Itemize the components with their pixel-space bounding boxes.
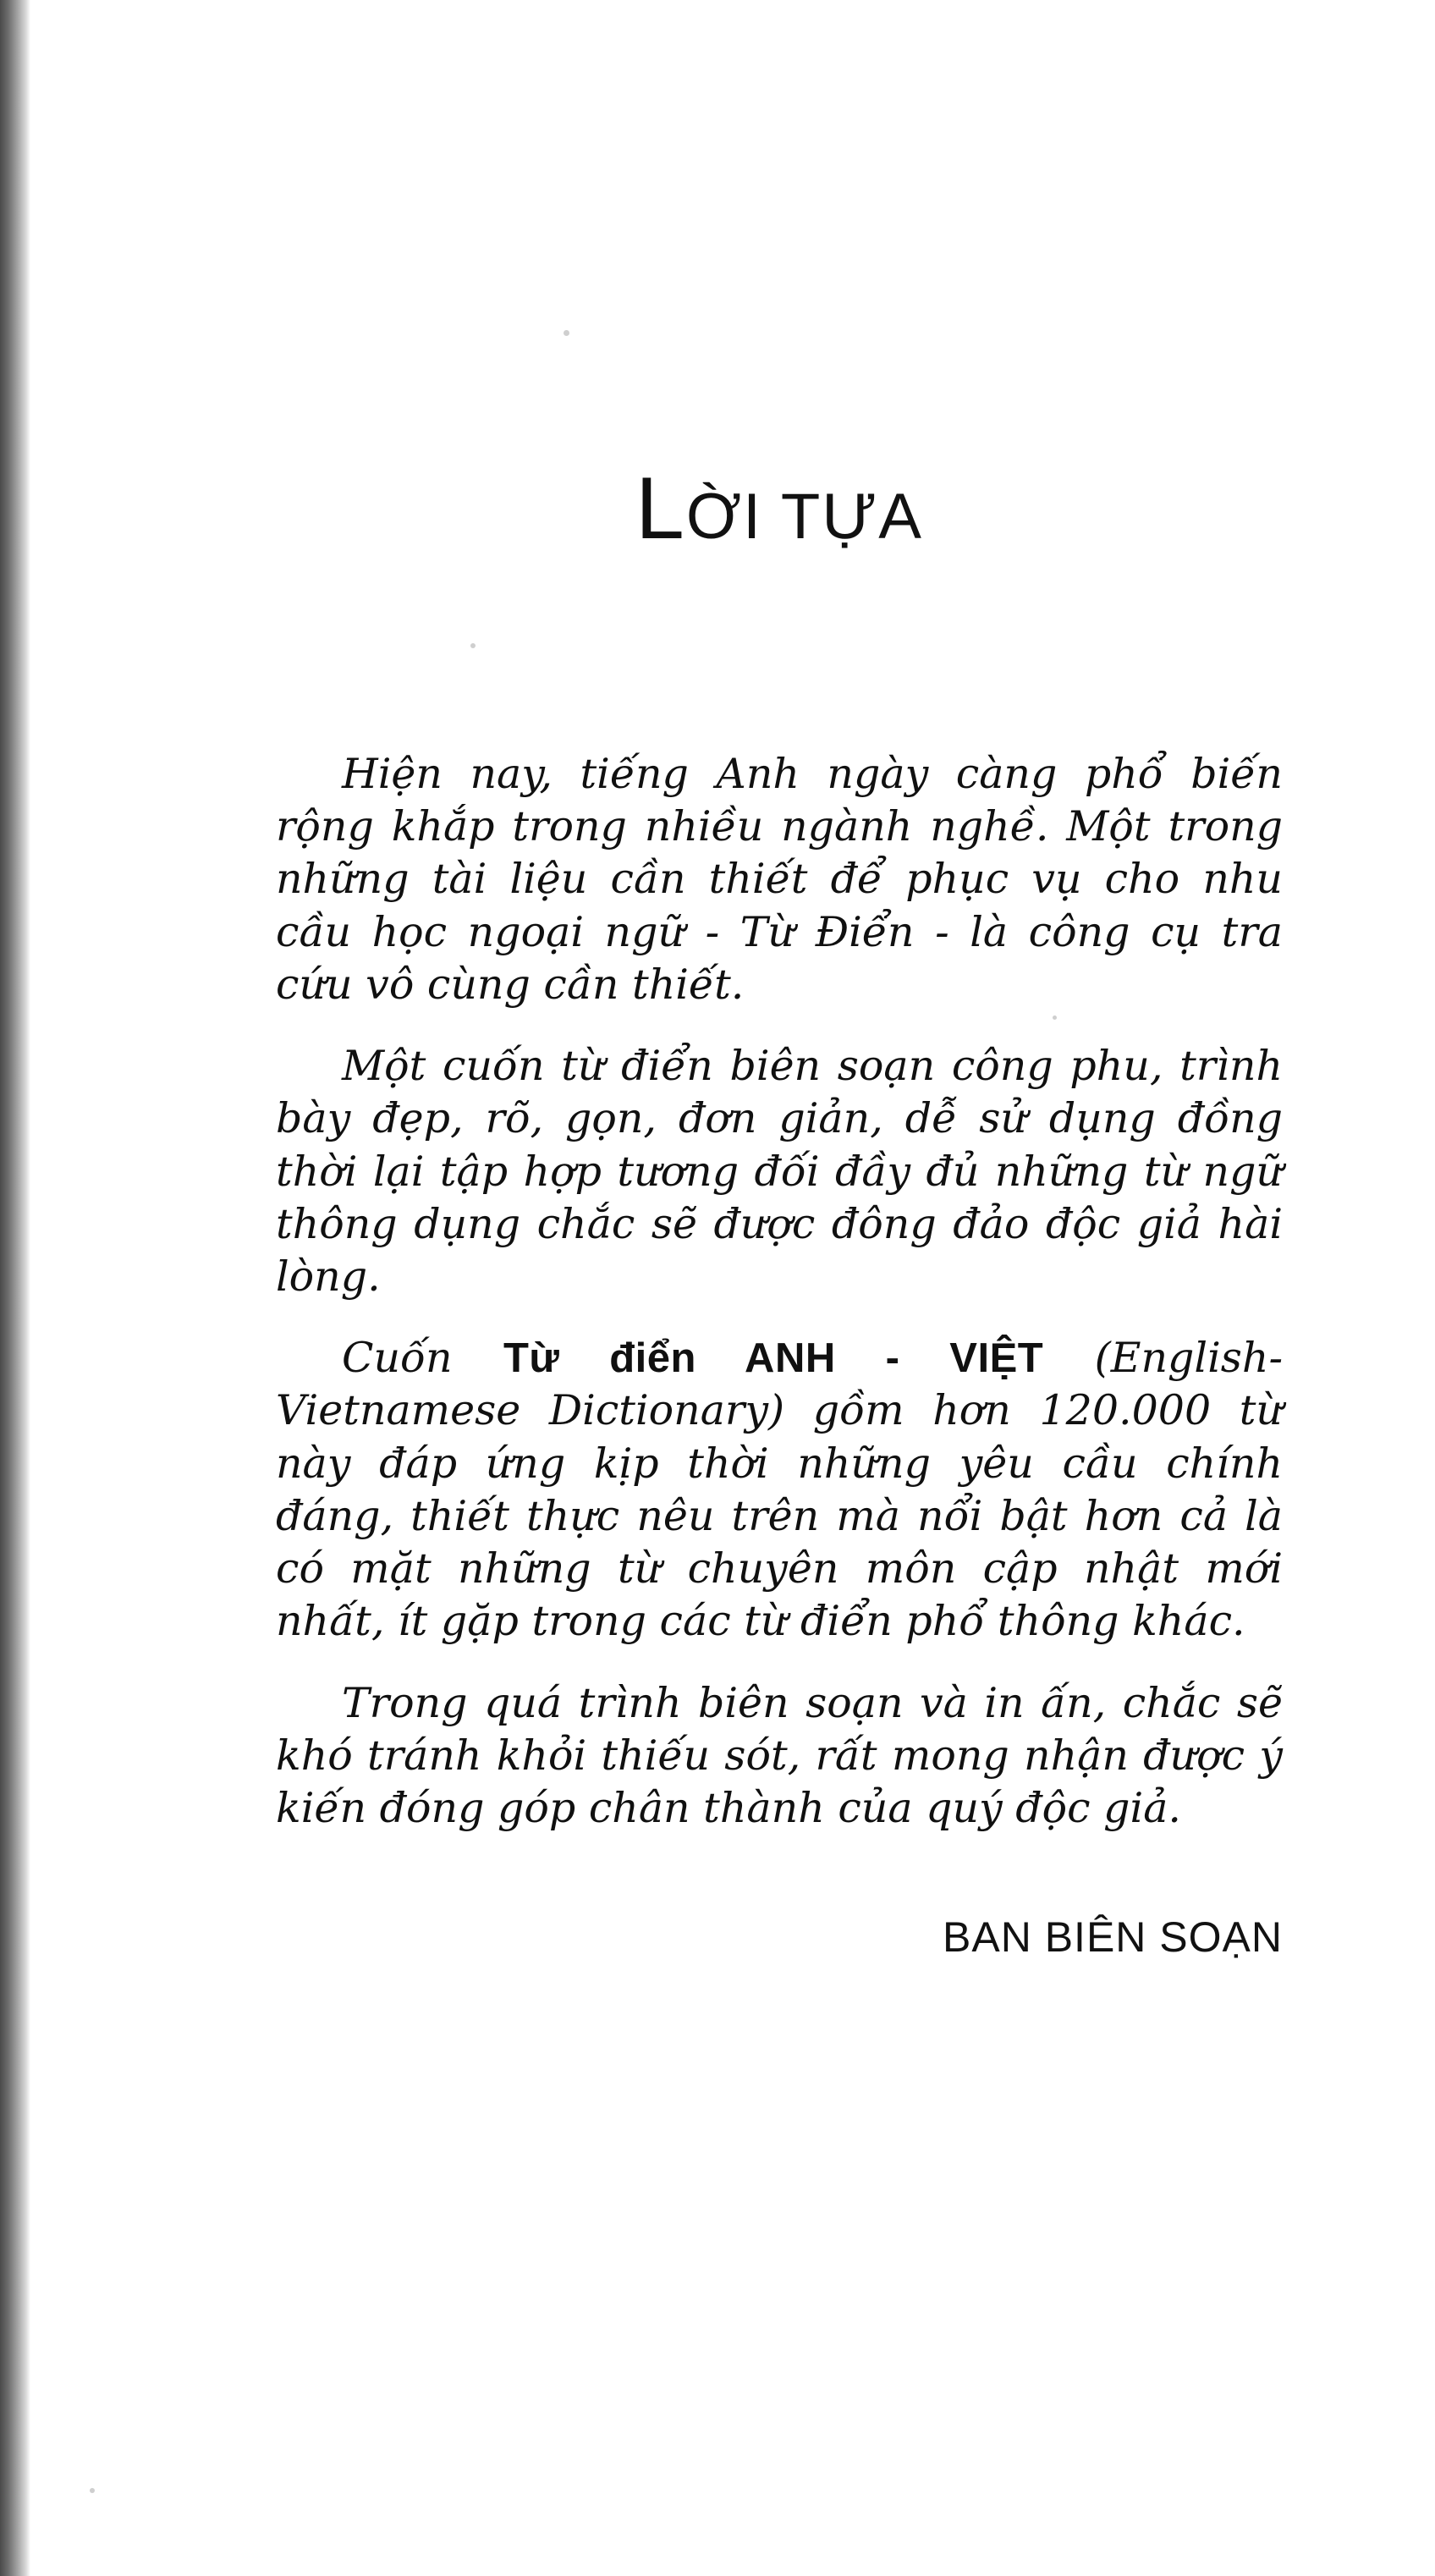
scan-speck xyxy=(564,330,569,336)
paragraph-3-lead: Cuốn xyxy=(342,1334,503,1383)
paragraph-3 xyxy=(276,1332,1283,1648)
book-page xyxy=(30,0,1435,2576)
paragraph-1: Hiện nay, tiếng Anh ngày càng phổ biến rộng khắp trong nhiều ngành nghề. Một trong những tài liệu cần thiết để phục vụ cho nhu cầu học ngoại ngữ - Từ Điển - là công cụ tra cứu vô cùng cần thiết. xyxy=(276,750,1283,1009)
scan-speck xyxy=(90,2488,95,2493)
page-content xyxy=(276,460,1284,1962)
page-title-initial: L xyxy=(635,460,686,558)
signature-line: BAN BIÊN SOẠN xyxy=(943,1913,1283,1962)
dictionary-title-bold: Từ điển ANH - VIỆT xyxy=(503,1335,1044,1382)
paragraph-3-tail: (English-Vietnamese Dictionary) gồm hơn 120.000 từ này đáp ứng kịp thời những yêu cầu chính đáng, thiết thực nêu trên mà nổi bật hơn cả là có mặt những từ chuyên môn cập nhật mới nhất, ít gặp trong các từ điển phổ thông khác. xyxy=(276,1334,1284,1646)
paragraph-4: Trong quá trình biên soạn và in ấn, chắc sẽ khó tránh khỏi thiếu sót, rất mong nhận được ý kiến đóng góp chân thành của quý độc giả. xyxy=(276,1678,1283,1832)
page-title xyxy=(276,460,1283,558)
paragraph-2: Một cuốn từ điển biên soạn công phu, trình bày đẹp, rõ, gọn, đơn giản, dễ sử dụng đồng thời lại tập hợp tương đối đầy đủ những từ ngữ thông dụng chắc sẽ được đông đảo độc giả hài lòng. xyxy=(276,1042,1283,1301)
page-left-gutter xyxy=(0,0,30,2576)
page-title-rest: ỜI TỰA xyxy=(685,481,923,553)
